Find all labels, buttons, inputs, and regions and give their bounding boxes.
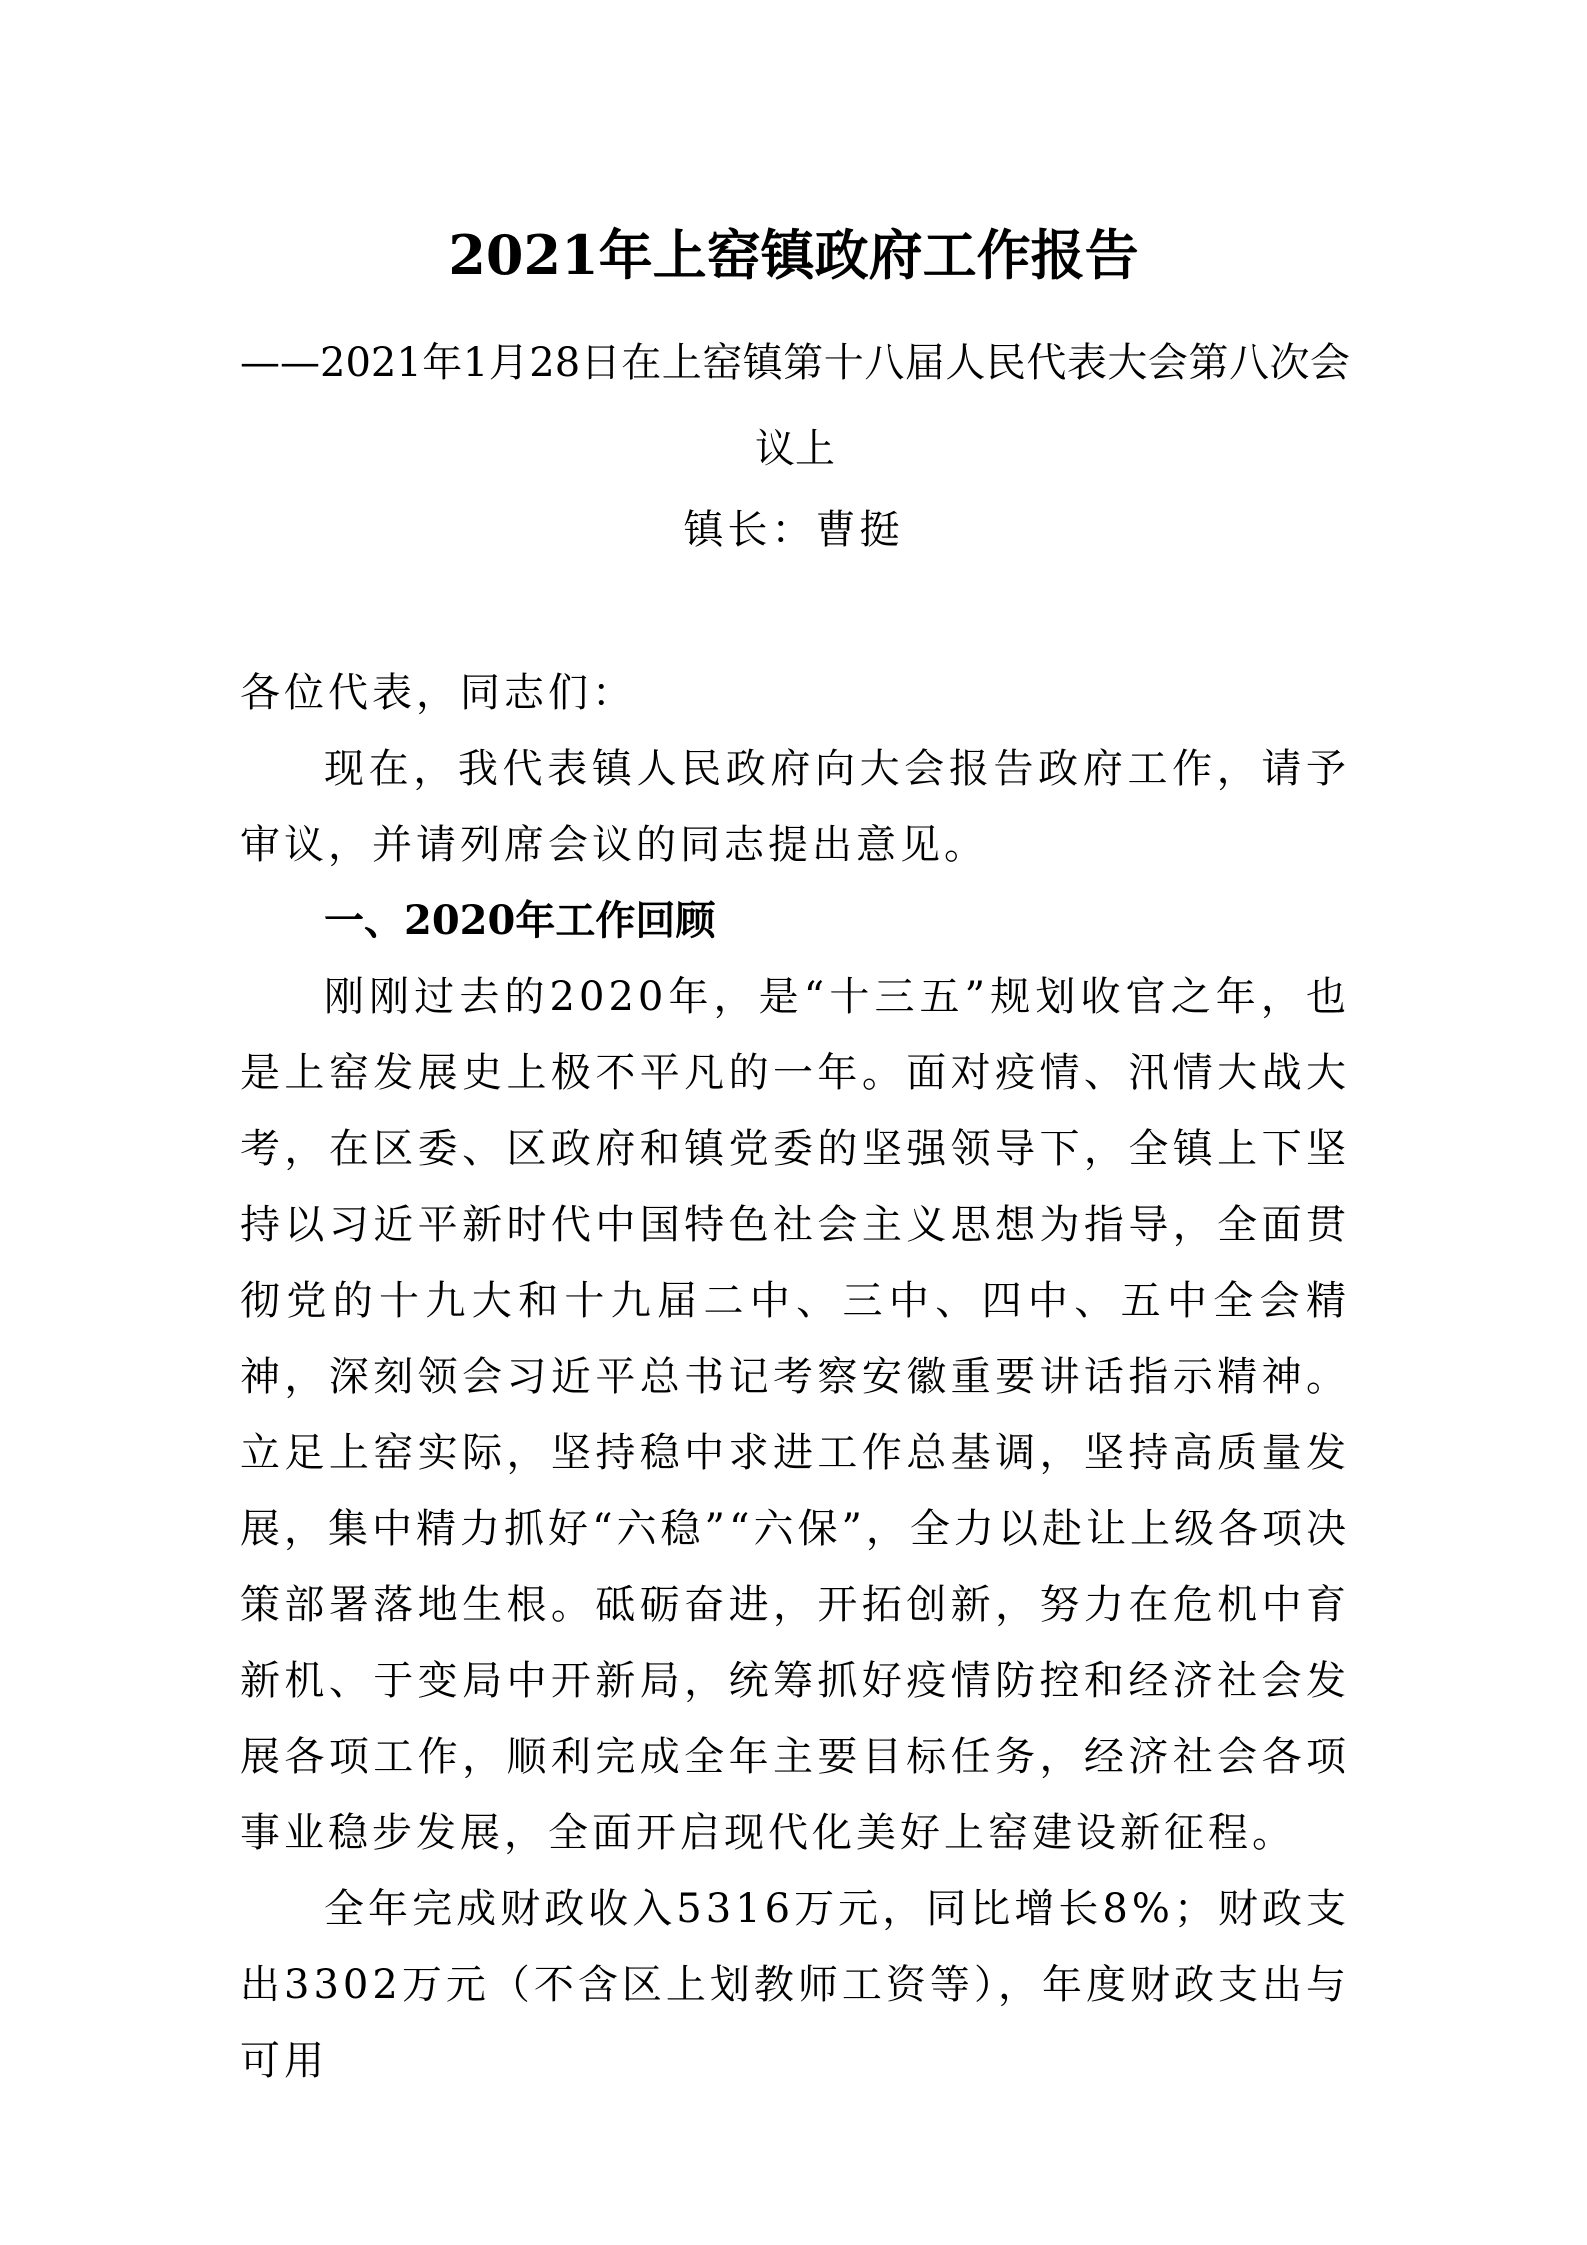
document-title: 2021年上窑镇政府工作报告 (448, 223, 1139, 287)
intro-paragraph: 现在，我代表镇人民政府向大会报告政府工作，请予审议，并请列席会议的同志提出意见。 (240, 746, 1350, 868)
salutation: 各位代表，同志们： (240, 670, 636, 716)
document-body (240, 655, 1350, 2099)
document-author: 镇长：曹挺 (683, 507, 904, 553)
section-heading: 一、2020年工作回顾 (324, 897, 716, 944)
document-subtitle: ——2021年1月28日在上窑镇第十八届人民代表大会第八次会议上 (240, 340, 1350, 472)
review-paragraph: 刚刚过去的2020年，是“十三五”规划收官之年，也是上窑发展史上极不平凡的一年。面对疫情、汛情大战大考，在区委、区政府和镇党委的坚强领导下，全镇上下坚持以习近平新时代中国特色社会主义思想为指导，全面贯彻党的十九大和十九届二中、三中、四中、五中全会精神，深刻领会习近平总书记考察安徽重要讲话指示精神。立足上窑实际，坚持稳中求进工作总基调，坚持高质量发展，集中精力抓好“六稳”“六保”，全力以赴让上级各项决策部署落地生根。砥砺奋进，开拓创新，努力在危机中育新机、于变局中开新局，统筹抓好疫情防控和经济社会发展各项工作，顺利完成全年主要目标任务，经济社会各项事业稳步发展，全面开启现代化美好上窑建设新征程。 (240, 974, 1350, 1856)
finance-paragraph: 全年完成财政收入5316万元，同比增长8%；财政支出3302万元（不含区上划教师工资等），年度财政支出与可用 (240, 1886, 1350, 2084)
